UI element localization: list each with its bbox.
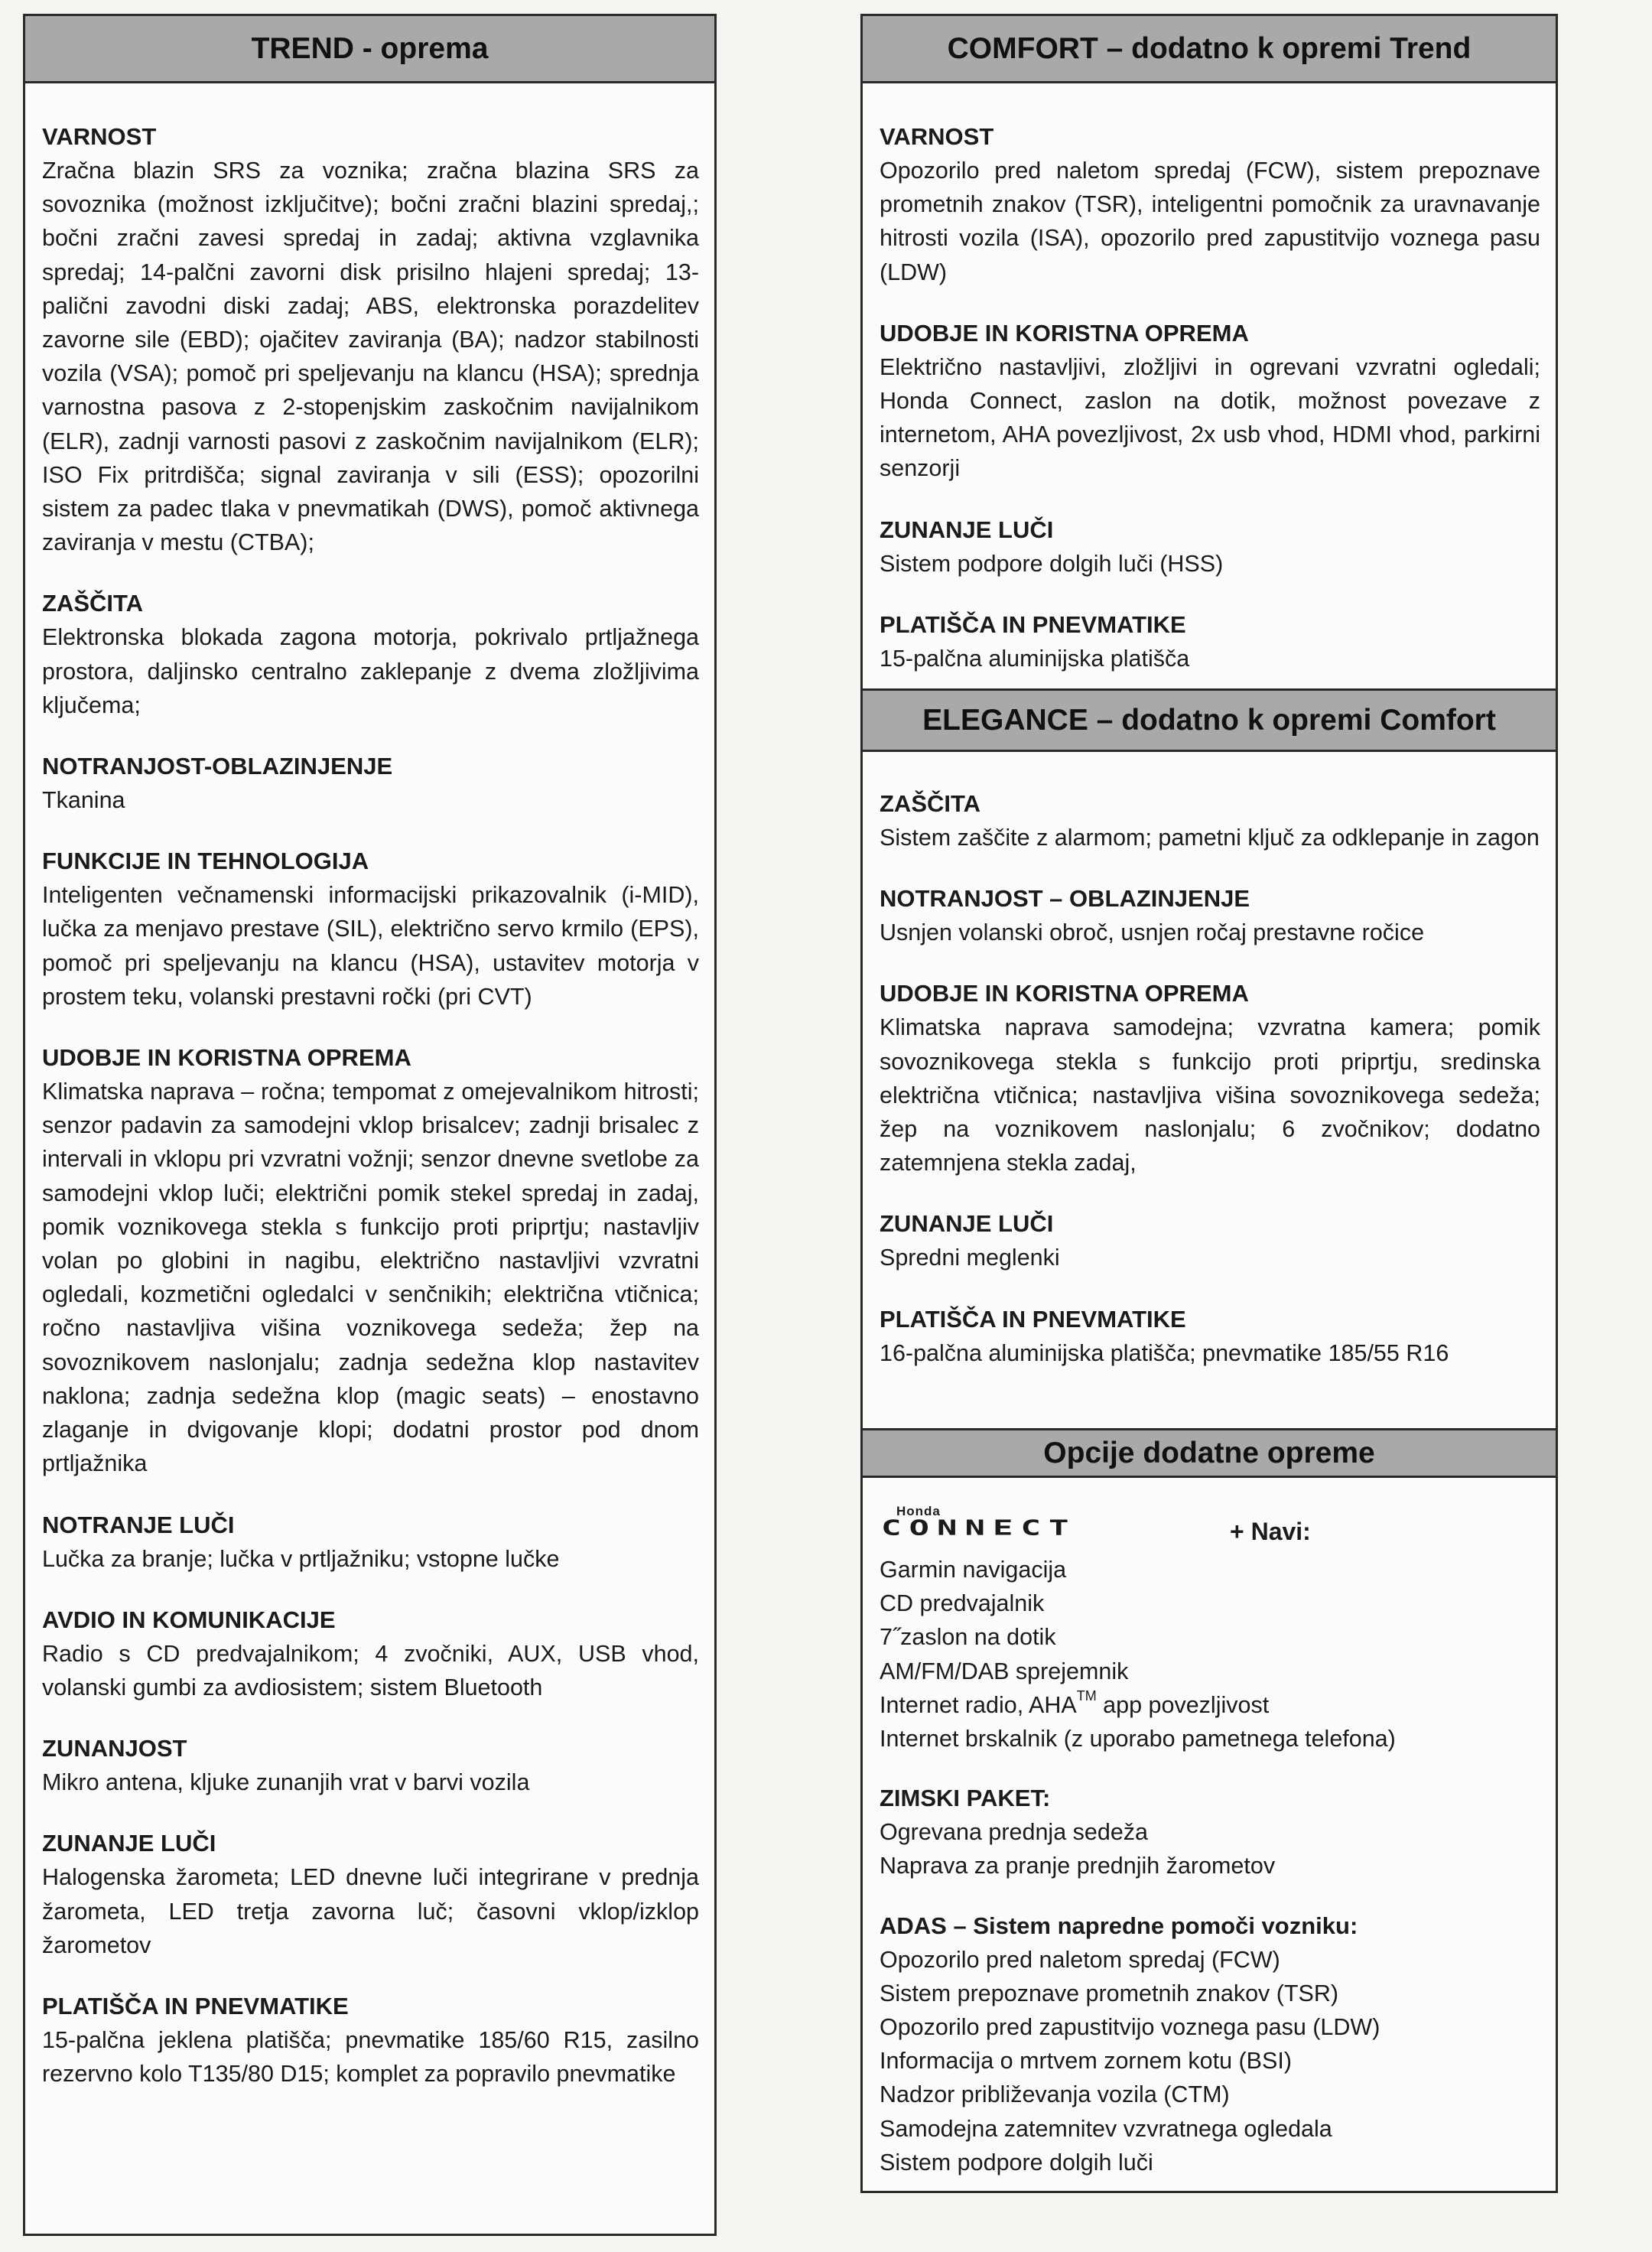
- adas-item: Samodejna zatemnitev vzvratnega ogledala: [880, 2115, 1332, 2142]
- elegance-body: [863, 752, 1556, 1370]
- section-text: Električno nastavljivi, zložljivi in ogrevani vzvratni ogledali; Honda Connect, zaslon na dotik, možnost povezave z internetom, AHA povezljivost, 2x usb vhod, HDMI vhod, parkirni senzorji: [880, 353, 1540, 482]
- trend-header: TREND - oprema: [25, 16, 714, 83]
- section-text: Sistem podpore dolgih luči (HSS): [880, 550, 1224, 577]
- elegance-section-notranjost: [880, 882, 1540, 949]
- navi-item: 7˝zaslon na dotik: [880, 1624, 1056, 1651]
- section-title: NOTRANJOST-OBLAZINJENJE: [42, 753, 393, 780]
- options-body: [863, 1478, 1556, 2179]
- adas-item: Opozorilo pred zapustitvijo voznega pasu (LDW): [880, 2014, 1380, 2041]
- section-title: ZAŠČITA: [880, 790, 981, 817]
- section-text: Mikro antena, kljuke zunanjih vrat v barvi vozila: [42, 1769, 530, 1796]
- section-title: ZUNANJE LUČI: [42, 1830, 216, 1857]
- section-text: Halogenska žarometa; LED dnevne luči integrirane v prednja žarometa, LED tretja zavorna luč; časovni vklop/izklop žarometov: [42, 1864, 699, 1958]
- section-text: Zračna blazin SRS za voznika; zračna blazina SRS za sovoznika (možnost izključitve); bočni zračni blazini spredaj,; bočni zračni zavesi spredaj in zadaj; aktivna vzglavnika spredaj; 14-palčni zavorni disk prisilno hlajeni spredaj; 13-palični zavodni diski zadaj; ABS, elektronska porazdelitev zavorne sile (EBD); ojačitev zaviranja (BA); nadzor stabilnosti vozila (VSA); pomoč pri speljevanju na klancu (HSA); sprednja varnostna pasova z 2-stopenjskim zaskočnim navijalnikom (ELR), zadnji varnosti pasovi z zaskočnim navijalnikom (ELR); ISO Fix pritrdišča; signal zaviranja v sili (ESS); opozorilni sistem za padec tlaka v pnevmatikah (DWS), pomoč aktivnega zaviranja v mestu (CTBA);: [42, 158, 699, 556]
- elegance-panel: [860, 688, 1558, 1430]
- adas-item: Opozorilo pred naletom spredaj (FCW): [880, 1946, 1280, 1973]
- winter-item: Naprava za pranje prednjih žarometov: [880, 1853, 1276, 1879]
- comfort-header: COMFORT – dodatno k opremi Trend: [863, 16, 1556, 83]
- adas-item: Sistem prepoznave prometnih znakov (TSR): [880, 1980, 1339, 2006]
- comfort-section-udobje: [880, 317, 1540, 486]
- options-panel: [860, 1428, 1558, 2193]
- section-title: ZUNANJE LUČI: [880, 1210, 1054, 1238]
- aha-suffix: app povezljivost: [1096, 1691, 1270, 1718]
- adas-item: Sistem podpore dolgih luči: [880, 2149, 1153, 2176]
- trend-section-udobje: [42, 1041, 699, 1480]
- trend-section-varnost: [42, 120, 699, 559]
- trend-section-zunanje-luci: [42, 1827, 699, 1962]
- section-title: UDOBJE IN KORISTNA OPREMA: [880, 980, 1249, 1007]
- section-title: VARNOST: [880, 123, 994, 150]
- section-title: PLATIŠČA IN PNEVMATIKE: [880, 1305, 1186, 1333]
- trend-section-zunanjost: [42, 1732, 699, 1799]
- elegance-section-platisca: [880, 1303, 1540, 1370]
- winter-pack-title: ZIMSKI PAKET:: [880, 1785, 1051, 1812]
- trend-section-avdio: [42, 1603, 699, 1704]
- winter-item: Ogrevana prednja sedeža: [880, 1819, 1148, 1846]
- trend-section-notranje-luci: [42, 1508, 699, 1576]
- honda-connect-logo: [880, 1504, 1215, 1548]
- elegance-section-zunanje-luci: [880, 1207, 1540, 1274]
- section-text: Klimatska naprava samodejna; vzvratna kamera; pomik sovoznikovega stekla s funkcijo proti priprtju, sredinska električna vtičnica; nastavljiva višina sovoznikovega sedeža; žep na voznikovem naslonjalu; 6 zvočnikov; dodatno zatemnjena stekla zadaj,: [880, 1014, 1540, 1176]
- section-text: 16-palčna aluminijska platišča; pnevmatike 185/55 R16: [880, 1339, 1449, 1366]
- connect-logo-text: CONNECT: [881, 1515, 1077, 1541]
- section-text: Opozorilo pred naletom spredaj (FCW), sistem prepoznave prometnih znakov (TSR), inteligentni pomočnik za uravnavanje hitrosti vozila (ISA), opozorilo pred zapustitvijo voznega pasu (LDW): [880, 158, 1540, 285]
- section-title: FUNKCIJE IN TEHNOLOGIJA: [42, 848, 369, 875]
- comfort-panel: [860, 14, 1558, 691]
- navi-item: Internet brskalnik (z uporabo pametnega telefona): [880, 1726, 1396, 1752]
- section-title: VARNOST: [42, 123, 157, 150]
- elegance-header: ELEGANCE – dodatno k opremi Comfort: [863, 691, 1556, 752]
- section-text: Inteligenten večnamenski informacijski prikazovalnik (i-MID), lučka za menjavo prestave (SIL), električno servo krmilo (EPS), pomoč pri speljevanju na klancu (HSA), ustavitev motorja v prostem teku, volanski prestavni ročki (pri CVT): [42, 882, 699, 1010]
- navi-item: CD predvajalnik: [880, 1590, 1045, 1617]
- trend-section-platisca: [42, 1990, 699, 2091]
- trend-section-funkcije: [42, 844, 699, 1014]
- trend-body: [25, 83, 714, 2091]
- comfort-section-zunanje-luci: [880, 513, 1540, 581]
- section-text: Klimatska naprava – ročna; tempomat z omejevalnikom hitrosti; senzor padavin za samodejni vklop brisalcev; zadnji brisalec z intervali in vklopu pri vzvratni vožnji; senzor dnevne svetlobe za samodejni vklop luči; električni pomik stekel spredaj in zadaj, pomik voznikovega stekla s funkcijo proti priprtju; nastavljiv volan po globini in nagibu, električno nastavljivi vzvratni ogledali, kozmetični ogledalci v senčnikih; električna vtičnica; ročno nastavljiva višina voznikovega sedeža; žep na sovoznikovem naslonjalu; zadnja sedežna klop nastavitev naklona; zadnja sedežna klop (magic seats) – enostavno zlaganje in dvigovanje klopi; dodatni prostor pod dnom prtljažnika: [42, 1079, 699, 1477]
- navi-label: + Navi:: [1230, 1518, 1311, 1545]
- section-title: ZUNANJOST: [42, 1735, 187, 1762]
- section-title: UDOBJE IN KORISTNA OPREMA: [880, 319, 1249, 347]
- section-text: Lučka za branje; lučka v prtljažniku; vstopne lučke: [42, 1545, 560, 1572]
- adas-item: Nadzor približevanja vozila (CTM): [880, 2081, 1230, 2108]
- section-title: PLATIŠČA IN PNEVMATIKE: [42, 1992, 349, 2019]
- section-text: 15-palčna jeklena platišča; pnevmatike 185/60 R15, zasilno rezervno kolo T135/80 D15; komplet za popravilo pnevmatike: [42, 2026, 699, 2088]
- section-title: ZAŠČITA: [42, 590, 144, 617]
- section-title: ZUNANJE LUČI: [880, 516, 1054, 543]
- aha-text: Internet radio, AHA: [880, 1691, 1077, 1718]
- section-text: Tkanina: [42, 787, 125, 814]
- section-text: Sistem zaščite z alarmom; pametni ključ za odklepanje in zagon: [880, 825, 1540, 851]
- comfort-section-platisca: [880, 608, 1540, 675]
- section-text: Spredni meglenki: [880, 1245, 1060, 1271]
- section-title: AVDIO IN KOMUNIKACIJE: [42, 1606, 336, 1633]
- section-title: NOTRANJOST – OBLAZINJENJE: [880, 885, 1250, 913]
- section-text: Radio s CD predvajalnikom; 4 zvočniki, AUX, USB vhod, volanski gumbi za avdiosistem; sistem Bluetooth: [42, 1640, 699, 1700]
- honda-connect-row: [880, 1499, 1540, 1548]
- trend-panel: [23, 14, 717, 2236]
- elegance-section-udobje: [880, 977, 1540, 1180]
- comfort-body: [863, 83, 1556, 675]
- elegance-section-zascita: [880, 787, 1540, 854]
- navi-item-aha: [880, 1688, 1540, 1722]
- section-title: NOTRANJE LUČI: [42, 1511, 235, 1538]
- navi-item: Garmin navigacija: [880, 1557, 1067, 1583]
- section-title: UDOBJE IN KORISTNA OPREMA: [42, 1044, 411, 1072]
- comfort-section-varnost: [880, 120, 1540, 289]
- trend-section-notranjost: [42, 750, 699, 817]
- navi-item: AM/FM/DAB sprejemnik: [880, 1658, 1129, 1684]
- section-text: Usnjen volanski obroč, usnjen ročaj prestavne ročice: [880, 919, 1425, 946]
- honda-logo-text: Honda: [896, 1504, 941, 1518]
- adas-item: Informacija o mrtvem zornem kotu (BSI): [880, 2048, 1292, 2075]
- section-text: Elektronska blokada zagona motorja, pokrivalo prtljažnega prostora, daljinsko centralno zaklepanje z dvema zložljivima ključema;: [42, 624, 699, 718]
- options-header: Opcije dodatne opreme: [863, 1430, 1556, 1478]
- adas-title: ADAS – Sistem napredne pomoči vozniku:: [880, 1912, 1358, 1939]
- trend-section-zascita: [42, 587, 699, 722]
- trademark-mark: TM: [1076, 1687, 1097, 1704]
- section-title: PLATIŠČA IN PNEVMATIKE: [880, 610, 1186, 638]
- section-text: 15-palčna aluminijska platišča: [880, 645, 1190, 672]
